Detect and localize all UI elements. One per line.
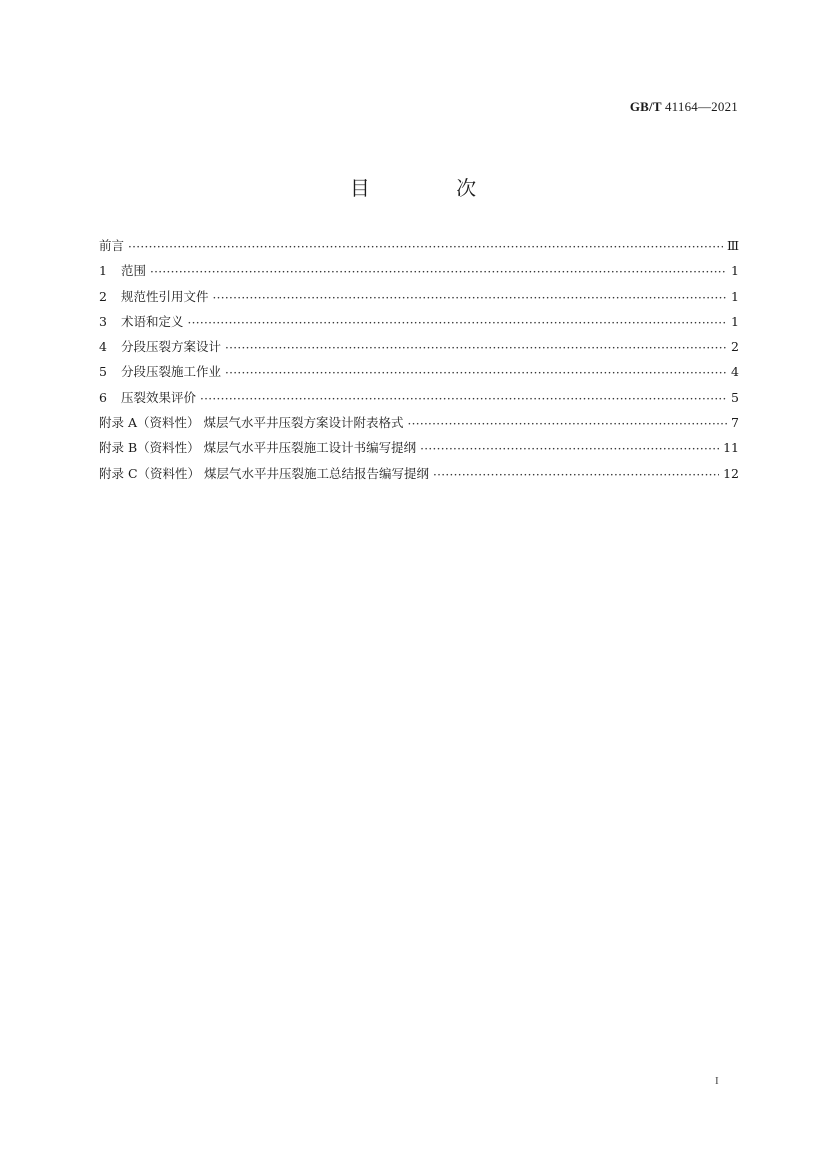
- toc-entry-3[interactable]: [99, 312, 739, 337]
- toc-entry-appendix-b[interactable]: [99, 438, 739, 463]
- toc-entry-page: 2: [731, 339, 739, 355]
- toc-entry-label: 2 规范性引用文件: [99, 288, 209, 304]
- toc-entry-page: 1: [731, 313, 739, 329]
- toc-entry-page: 11: [723, 440, 739, 456]
- toc-entry-label: 5 分段压裂施工作业: [99, 364, 222, 380]
- toc-entry-6[interactable]: [99, 388, 739, 413]
- toc-dot-leader: [225, 340, 727, 353]
- toc-entry-page: 5: [731, 389, 739, 405]
- standard-prefix: GB/T: [629, 99, 662, 114]
- toc-entry-page: Ⅲ: [726, 238, 739, 253]
- toc-dot-leader: [128, 239, 723, 252]
- toc-entry-label: 附录 A（资料性） 煤层气水平井压裂方案设计附表格式: [99, 415, 404, 431]
- toc-entry-2[interactable]: [99, 287, 739, 312]
- toc-entry-4[interactable]: [99, 337, 739, 362]
- toc-entry-number: 1: [99, 263, 107, 279]
- toc-entry-label: 3 术语和定义: [99, 313, 184, 329]
- table-of-contents: [99, 236, 739, 489]
- toc-entry-page: 12: [723, 465, 739, 481]
- toc-entry-label: 4 分段压裂方案设计: [99, 339, 222, 355]
- toc-entry-label: 6 压裂效果评价: [99, 389, 197, 405]
- toc-entry-number: 6: [99, 389, 107, 405]
- toc-entry-label: 1 范围: [99, 263, 147, 279]
- toc-entry-page: 4: [731, 364, 739, 380]
- toc-dot-leader: [200, 391, 727, 404]
- page-number: I: [715, 1075, 719, 1087]
- toc-entry-label: 附录 C（资料性） 煤层气水平井压裂施工总结报告编写提纲: [99, 465, 430, 481]
- toc-dot-leader: [420, 441, 719, 454]
- toc-dot-leader: [213, 290, 727, 303]
- toc-entry-page: 1: [731, 288, 739, 304]
- toc-entry-5[interactable]: [99, 362, 739, 387]
- toc-entry-number: 2: [99, 288, 107, 304]
- toc-entry-number: 3: [99, 313, 107, 329]
- toc-entry-appendix-c[interactable]: [99, 464, 739, 489]
- toc-entry-appendix-a[interactable]: [99, 413, 739, 438]
- toc-dot-leader: [225, 365, 727, 378]
- toc-entry-page: 1: [731, 263, 739, 279]
- toc-entry-page: 7: [731, 415, 739, 431]
- toc-dot-leader: [188, 315, 727, 328]
- toc-title: 目 次: [349, 176, 517, 200]
- toc-entry-1[interactable]: [99, 261, 739, 286]
- toc-entry-label: 前言: [99, 238, 125, 253]
- toc-entry-preface[interactable]: [99, 236, 739, 261]
- toc-dot-leader: [433, 467, 719, 480]
- toc-dot-leader: [150, 264, 727, 277]
- toc-entry-number: 5: [99, 364, 107, 380]
- toc-entry-label: 附录 B（资料性） 煤层气水平井压裂施工设计书编写提纲: [99, 440, 417, 456]
- toc-entry-number: 4: [99, 339, 107, 355]
- standard-number: 41164—2021: [664, 99, 738, 114]
- standard-code: [630, 99, 738, 115]
- toc-dot-leader: [407, 416, 727, 429]
